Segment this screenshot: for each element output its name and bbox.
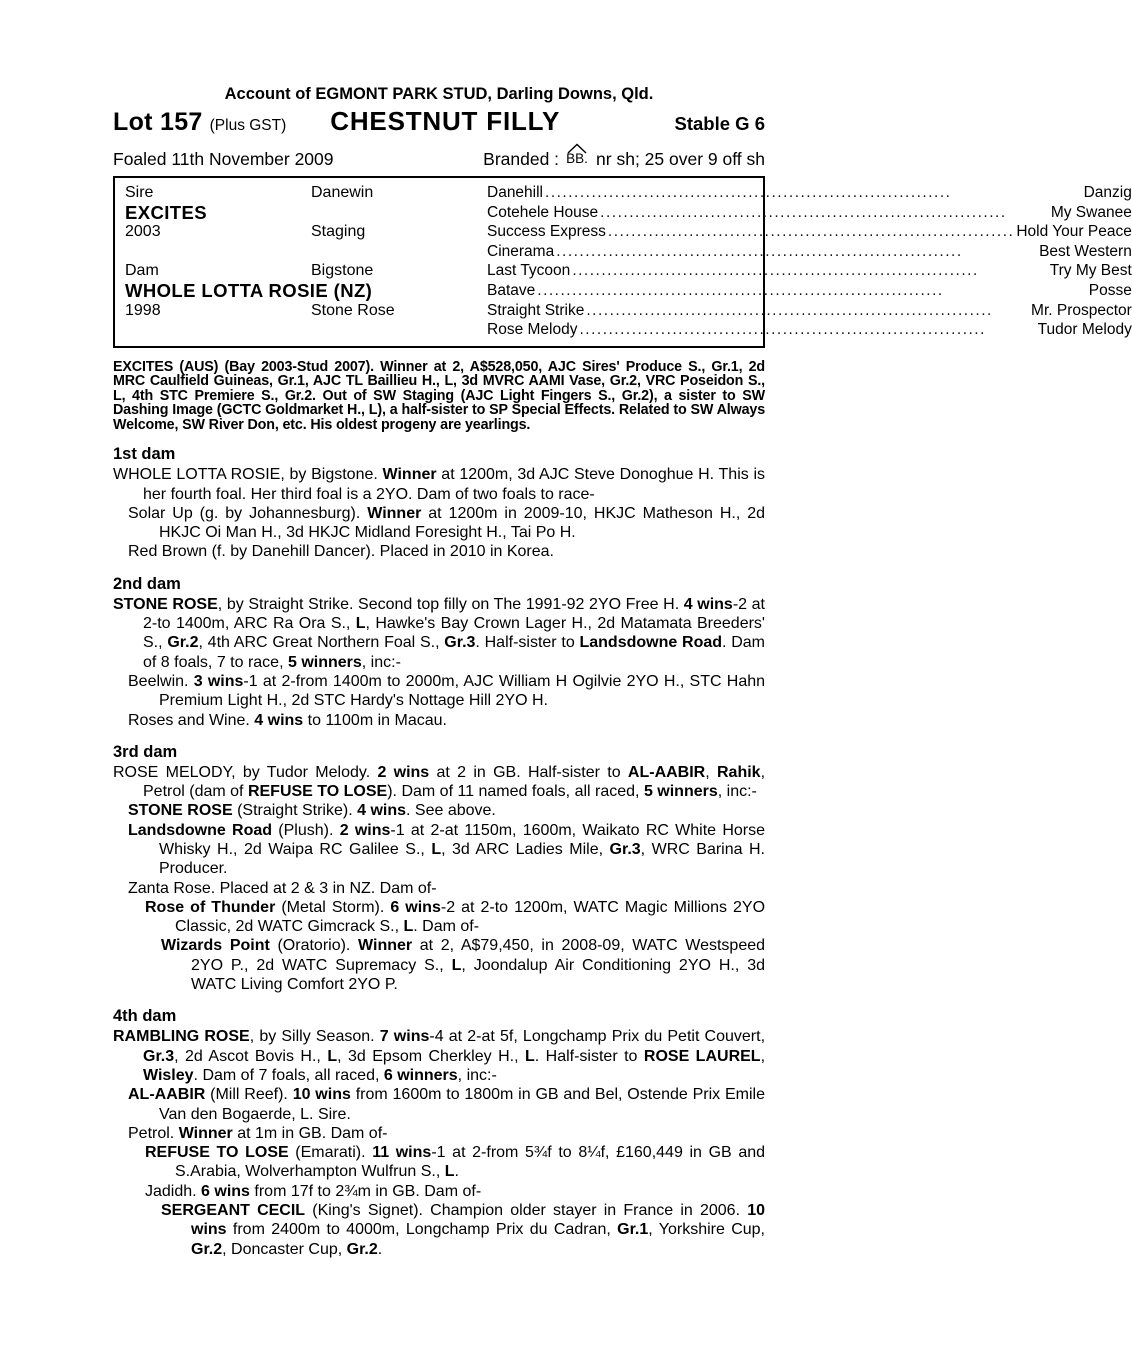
pedigree-paragraph [113, 898, 765, 937]
brand-description: nr sh; 25 over 9 off sh [596, 149, 765, 169]
ancestor-name: Last Tycoon [487, 262, 571, 280]
ancestor-row [487, 261, 1132, 281]
emphasis-text: Winner [358, 937, 413, 955]
emphasis-text: L [431, 841, 442, 858]
sire-year: 2003 [125, 223, 161, 241]
pedigree-paragraph [113, 711, 765, 730]
emphasis-text: Gr.3 [444, 634, 476, 652]
emphasis-text: STONE ROSE [128, 802, 233, 820]
pedigree-paragraph [113, 672, 765, 711]
plain-text: from 1600m to 1800m in GB and Bel, Ostende Prix Emile Van den Bogaerde, L. Sire. [159, 1086, 765, 1123]
plain-text: -2 at 2-to 1200m, WATC Magic Millions 2YO Classic, 2d WATC Gimcrack S., [175, 898, 766, 936]
emphasis-text: Landsdowne Road [128, 821, 273, 839]
ancestor-name: Danehill [487, 184, 544, 201]
emphasis-text: 3 wins [193, 672, 244, 690]
emphasis-text: Wizards Point [161, 937, 270, 955]
emphasis-text: 10 wins [292, 1086, 351, 1104]
plain-text: . [377, 1240, 383, 1258]
pedigree-paragraph [113, 504, 765, 543]
plain-text: -1 at 2-from 5¾f to 8¼f, £160,449 in GB and S.Arabia, Wolverhampton Wulfrun S., [175, 1144, 766, 1181]
catalogue-page [113, 84, 1132, 1259]
ancestor-name: Success Express [487, 223, 606, 241]
emphasis-text: SERGEANT CECIL [161, 1202, 306, 1220]
ancestor-row [487, 301, 1132, 321]
plain-text: ). Dam of 11 named foals, all raced, [387, 783, 644, 801]
plain-text: from 17f to 2¾m in GB. Dam of- [249, 1182, 482, 1200]
plain-text: Roses and Wine. [128, 711, 255, 729]
pedigree-paragraph [113, 595, 765, 672]
plain-text: at 1200m, 3d AJC Steve Donoghue H. This is her fourth foal. Her third foal is a 2YO. Dam of two foals to race- [143, 466, 766, 503]
roof-brand-icon [564, 143, 591, 171]
plain-text: -1 at 2-at 1150m, 1600m, Waikato RC White Horse Whisky H., 2d Waipa RC Galilee S., [159, 821, 766, 858]
emphasis-text: AL-AABIR [128, 1086, 206, 1104]
plain-text: , WRC Barina H. Producer. [159, 841, 765, 878]
pedigree-paragraph [113, 1201, 765, 1259]
ancestor-parent: Hold Your Peace [1016, 223, 1132, 241]
plain-text: , [760, 1047, 766, 1065]
emphasis-text: 2 wins [377, 763, 430, 781]
dam-sections [113, 445, 765, 1259]
emphasis-text: 4 wins [683, 595, 733, 613]
dotted-leader [572, 261, 1047, 281]
plain-text: (King's Signet). Champion older stayer in France in 2006. [305, 1202, 748, 1220]
pedigree-paragraph [113, 1182, 765, 1201]
pedigree-paragraph [113, 1085, 765, 1124]
emphasis-text: EXCITES (AUS) (Bay 2003-Stud 2007). Winner at 2, A$528,050, AJC Sires' Produce S., Gr.1, 2d MRC Caulfield Guineas, Gr.1, AJC TL Baillieu H., L, 3d MVRC AAMI Vase, Gr.2, VRC Poseidon S., L, 4th STC Premiere S., Gr.2. Out of SW Staging (AJC Light Fingers S., Gr.2), a sister to SW Dashing Image (GCTC Goldmarket H., L), a half-sister to SP Special Effects. Related to SW Always Welcome, SW River Don, etc. His oldest progeny are yearlings. [113, 358, 765, 433]
plain-text: . Half-sister to [475, 634, 580, 652]
emphasis-text: L [524, 1047, 535, 1065]
ancestor-name: Straight Strike [487, 301, 585, 319]
plain-text: , Yorkshire Cup, [648, 1221, 766, 1239]
plain-text: Beelwin. [128, 672, 194, 690]
plain-text: WHOLE LOTTA ROSIE, by Bigstone. [113, 466, 383, 484]
dam-section-heading: 4th dam [113, 1007, 177, 1026]
pedigree-paragraph [113, 879, 765, 898]
dotted-leader [545, 183, 1082, 203]
emphasis-text: Winner [367, 504, 422, 522]
ancestor-name: Cotehele House [487, 203, 599, 221]
sire-summary [113, 360, 765, 433]
pedigree-paragraph [113, 763, 765, 802]
plain-text: . See above. [406, 802, 496, 820]
dam-year: 1998 [125, 301, 161, 319]
plain-text: , Doncaster Cup, [222, 1240, 347, 1258]
plain-text: Petrol. [128, 1124, 179, 1142]
ancestor-parent: My Swanee [1050, 203, 1132, 221]
plain-text: . Dam of 8 foals, 7 to race, [143, 634, 766, 671]
emphasis-text: Winner [178, 1124, 233, 1142]
ancestor-row [487, 242, 1132, 262]
emphasis-text: 5 winners [287, 653, 362, 671]
lot-number: Lot 157 [113, 108, 203, 136]
plain-text: -2 at 2-to 1400m, ARC Ra Ora S., [143, 595, 765, 633]
foaled-date: Foaled 11th November 2009 [113, 149, 334, 169]
dam-sire: Bigstone [311, 262, 374, 280]
stable-label: Stable G 6 [674, 113, 765, 134]
brand-mark-text: BB. [566, 151, 588, 166]
emphasis-text: STONE ROSE [113, 595, 218, 613]
sire-dam: Staging [311, 223, 366, 241]
dam-dam: Stone Rose [311, 301, 395, 319]
plain-text: , inc:- [457, 1066, 497, 1084]
plain-text: at 2 in GB. Half-sister to [429, 763, 628, 781]
emphasis-text: Gr.3 [609, 841, 641, 858]
emphasis-text: 2 wins [339, 821, 391, 839]
dam-name: WHOLE LOTTA ROSIE (NZ) [125, 279, 373, 301]
plain-text: , 3d Epsom Cherkley H., [337, 1047, 525, 1065]
lot-line [113, 106, 765, 137]
pedigree-paragraph [113, 1143, 765, 1182]
dotted-leader [537, 281, 1086, 301]
branded-info [483, 141, 765, 169]
plain-text: (Metal Storm). [275, 898, 391, 916]
emphasis-text: 5 winners [643, 783, 718, 801]
plain-text: at 1200m in 2009-10, HKJC Matheson H., 2d HKJC Oi Man H., 3d HKJC Midland Foresight H., Tai Po H. [159, 504, 765, 542]
ancestor-parent: Try My Best [1049, 262, 1132, 280]
plain-text: , Petrol (dam of [143, 763, 766, 801]
plain-text: , 2d Ascot Bovis H., [174, 1047, 328, 1065]
emphasis-text: L [403, 918, 414, 936]
plain-text: Red Brown (f. by Danehill Dancer). Placed in 2010 in Korea. [128, 543, 554, 561]
ancestor-parent: Danzig [1083, 184, 1132, 201]
ancestor-row [487, 183, 1132, 203]
emphasis-text: 6 winners [383, 1066, 458, 1084]
plain-text: , 4th ARC Great Northern Foal S., [198, 634, 445, 652]
plain-text: (Straight Strike). [232, 802, 358, 820]
plain-text: , inc:- [717, 783, 757, 801]
plain-text: (Emarati). [288, 1144, 373, 1162]
pedigree-paragraph [113, 801, 765, 820]
sire-sire: Danewin [311, 184, 374, 201]
plain-text: -4 at 2-at 5f, Longchamp Prix du Petit Couvert, [429, 1028, 766, 1046]
emphasis-text: Gr.2 [167, 634, 199, 652]
plain-text: . Dam of 7 foals, all raced, [193, 1066, 384, 1084]
emphasis-text: Rahik [716, 763, 761, 781]
pedigree-paragraph [113, 465, 765, 504]
emphasis-text: Rose of Thunder [145, 898, 276, 916]
ancestor-row [487, 320, 1132, 340]
emphasis-text: 11 wins [372, 1144, 432, 1162]
emphasis-text: AL-AABIR [627, 763, 706, 781]
plain-text: Zanta Rose. Placed at 2 & 3 in NZ. Dam of- [128, 879, 437, 897]
sire-label: Sire [125, 184, 154, 201]
emphasis-text: Wisley [143, 1066, 194, 1084]
plain-text: , by Straight Strike. Second top filly on The 1991-92 2YO Free H. [217, 595, 684, 613]
ancestor-parent: Best Western [1039, 242, 1132, 260]
emphasis-text: Gr.1 [617, 1221, 649, 1239]
pedigree-paragraph [113, 1027, 765, 1085]
emphasis-text: 7 wins [379, 1028, 430, 1046]
emphasis-text: L [355, 615, 366, 633]
plain-text: Jadidh. [145, 1182, 202, 1200]
emphasis-text: 4 wins [254, 711, 304, 729]
plain-text: . [454, 1163, 459, 1181]
ancestor-parent: Tudor Melody [1037, 321, 1132, 339]
emphasis-text: Gr.2 [191, 1240, 223, 1258]
dotted-leader [586, 301, 1029, 321]
ancestor-row [487, 203, 1132, 223]
dotted-leader [600, 203, 1049, 223]
emphasis-text: RAMBLING ROSE [113, 1028, 250, 1046]
emphasis-text: 6 wins [201, 1182, 250, 1200]
emphasis-text: ROSE LAUREL [643, 1047, 761, 1065]
plain-text: (Oratorio). [269, 937, 359, 955]
foaled-line [113, 141, 765, 169]
emphasis-text: 6 wins [390, 898, 441, 916]
plain-text: ROSE MELODY, by Tudor Melody. [113, 763, 378, 781]
ancestor-row [487, 222, 1132, 242]
sire-name: EXCITES [125, 201, 207, 223]
pedigree-paragraph [113, 936, 765, 994]
plain-text: , [705, 763, 717, 781]
pedigree-paragraph [113, 821, 765, 879]
dotted-leader [556, 242, 1037, 262]
dam-label: Dam [125, 262, 159, 280]
plain-text: (Mill Reef). [205, 1086, 293, 1104]
emphasis-text: L [451, 956, 462, 974]
plain-text: (Plush). [272, 821, 340, 839]
ancestor-name: Cinerama [487, 242, 555, 260]
plain-text: , Hawke's Bay Crown Lager H., 2d Matamata Breeders' S., [143, 615, 765, 652]
plain-text: , Joondalup Air Conditioning 2YO H., 3d WATC Living Comfort 2YO P. [191, 956, 765, 994]
pedigree-ancestor-column [487, 183, 1132, 340]
ancestor-name: Batave [487, 281, 536, 299]
dam-section-heading: 2nd dam [113, 574, 181, 593]
plain-text: , inc:- [361, 653, 401, 671]
horse-title: CHESTNUT FILLY [330, 106, 561, 136]
emphasis-text: Landsdowne Road [579, 634, 723, 652]
ancestor-parent: Posse [1088, 281, 1132, 299]
emphasis-text: L [444, 1163, 455, 1181]
dam-section-heading: 3rd dam [113, 742, 178, 761]
emphasis-text: Gr.2 [346, 1240, 378, 1258]
emphasis-text: 10 wins [191, 1202, 765, 1239]
ancestor-name: Rose Melody [487, 321, 578, 339]
pedigree-paragraph [113, 542, 765, 561]
ancestor-row [487, 281, 1132, 301]
pedigree-table [113, 176, 1132, 348]
plain-text: at 2, A$79,450, in 2008-09, WATC Westspeed 2YO P., 2d WATC Supremacy S., [191, 937, 766, 974]
emphasis-text: Winner [382, 466, 437, 484]
plain-text: , by Silly Season. [249, 1028, 380, 1046]
emphasis-text: L [327, 1047, 338, 1065]
plain-text: from 2400m to 4000m, Longchamp Prix du Cadran, [226, 1221, 618, 1239]
plain-text: at 1m in GB. Dam of- [232, 1124, 388, 1142]
plain-text: . Dam of- [413, 918, 480, 936]
branded-label: Branded : [483, 149, 560, 169]
account-line: Account of EGMONT PARK STUD, Darling Downs, Qld. [224, 85, 654, 103]
plain-text: , 3d ARC Ladies Mile, [441, 841, 610, 858]
plain-text: to 1100m in Macau. [303, 711, 447, 729]
plain-text: Solar Up (g. by Johannesburg). [128, 504, 368, 522]
dotted-leader [608, 222, 1014, 242]
pedigree-paragraph [113, 1124, 765, 1143]
emphasis-text: REFUSE TO LOSE [145, 1144, 289, 1162]
ancestor-parent: Mr. Prospector [1031, 301, 1132, 319]
dam-section-heading: 1st dam [113, 445, 176, 464]
emphasis-text: 4 wins [357, 802, 407, 820]
gst-note: (Plus GST) [209, 117, 287, 134]
plain-text: . Half-sister to [534, 1047, 644, 1065]
emphasis-text: REFUSE TO LOSE [247, 783, 388, 801]
dotted-leader [579, 320, 1035, 340]
emphasis-text: Gr.3 [143, 1047, 175, 1065]
plain-text: -1 at 2-from 1400m to 2000m, AJC William H Ogilvie 2YO H., STC Hahn Premium Light H., 2d STC Hardy's Nottage Hill 2YO H. [159, 672, 766, 710]
